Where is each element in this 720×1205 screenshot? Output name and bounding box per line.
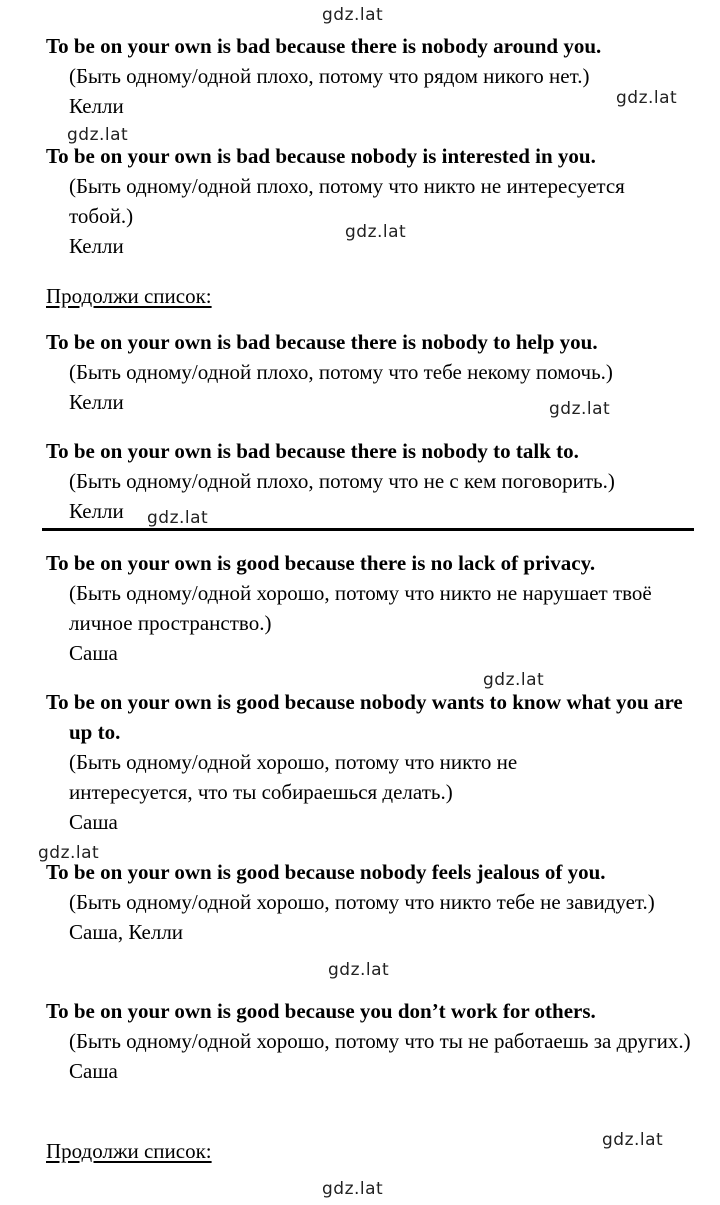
entry-author: Саша <box>69 810 118 834</box>
entry-russian: (Быть одному/одной хорошо, потому что никто тебе не завидует.) <box>69 890 655 914</box>
bad-entry <box>46 436 696 526</box>
watermark: gdz.lat <box>483 670 545 690</box>
entry-english: To be on your own is good because nobody wants to know what you are up to. <box>46 690 683 744</box>
watermark: gdz.lat <box>616 88 678 108</box>
section-divider <box>42 528 694 531</box>
entry-english: To be on your own is good because nobody feels jealous of you. <box>46 860 606 884</box>
good-entry <box>46 687 696 837</box>
watermark: gdz.lat <box>328 960 390 980</box>
continue-list-heading: Продолжи список: <box>46 284 212 308</box>
entry-english: To be on your own is good because you don’t work for others. <box>46 999 596 1023</box>
entry-english: To be on your own is bad because there is nobody to talk to. <box>46 439 579 463</box>
good-entry <box>46 857 696 947</box>
watermark: gdz.lat <box>147 508 209 528</box>
good-entry <box>46 548 696 668</box>
watermark: gdz.lat <box>322 5 384 25</box>
entry-russian: (Быть одному/одной плохо, потому что никто не интересуется тобой.) <box>69 174 625 228</box>
continue-list-heading: Продолжи список: <box>46 1139 212 1163</box>
bad-entry <box>46 31 696 121</box>
watermark: gdz.lat <box>322 1179 384 1199</box>
entry-russian: (Быть одному/одной хорошо, потому что никто не нарушает твоё личное пространство.) <box>69 581 652 635</box>
entry-russian: (Быть одному/одной плохо, потому что рядом никого нет.) <box>69 64 590 88</box>
entry-author: Келли <box>69 499 124 523</box>
watermark: gdz.lat <box>67 125 129 145</box>
entry-author: Келли <box>69 390 124 414</box>
entry-author: Саша, Келли <box>69 920 184 944</box>
entry-english: To be on your own is bad because there is nobody to help you. <box>46 330 598 354</box>
bad-entry <box>46 141 696 261</box>
entry-english: To be on your own is good because there is no lack of privacy. <box>46 551 596 575</box>
entry-russian: (Быть одному/одной плохо, потому что не с кем поговорить.) <box>69 469 615 493</box>
entry-english: To be on your own is bad because nobody is interested in you. <box>46 144 596 168</box>
entry-author: Келли <box>69 234 124 258</box>
watermark: gdz.lat <box>549 399 611 419</box>
entry-russian: (Быть одному/одной хорошо, потому что никто не интересуется, что ты собираешься делать.) <box>69 750 518 804</box>
entry-author: Саша <box>69 1059 118 1083</box>
watermark: gdz.lat <box>345 222 407 242</box>
entry-russian: (Быть одному/одной плохо, потому что тебе некому помочь.) <box>69 360 613 384</box>
watermark: gdz.lat <box>602 1130 664 1150</box>
entry-english: To be on your own is bad because there is nobody around you. <box>46 34 602 58</box>
watermark: gdz.lat <box>38 843 100 863</box>
entry-author: Саша <box>69 641 118 665</box>
entry-author: Келли <box>69 94 124 118</box>
entry-russian: (Быть одному/одной хорошо, потому что ты не работаешь за других.) <box>69 1029 691 1053</box>
good-entry <box>46 996 696 1086</box>
